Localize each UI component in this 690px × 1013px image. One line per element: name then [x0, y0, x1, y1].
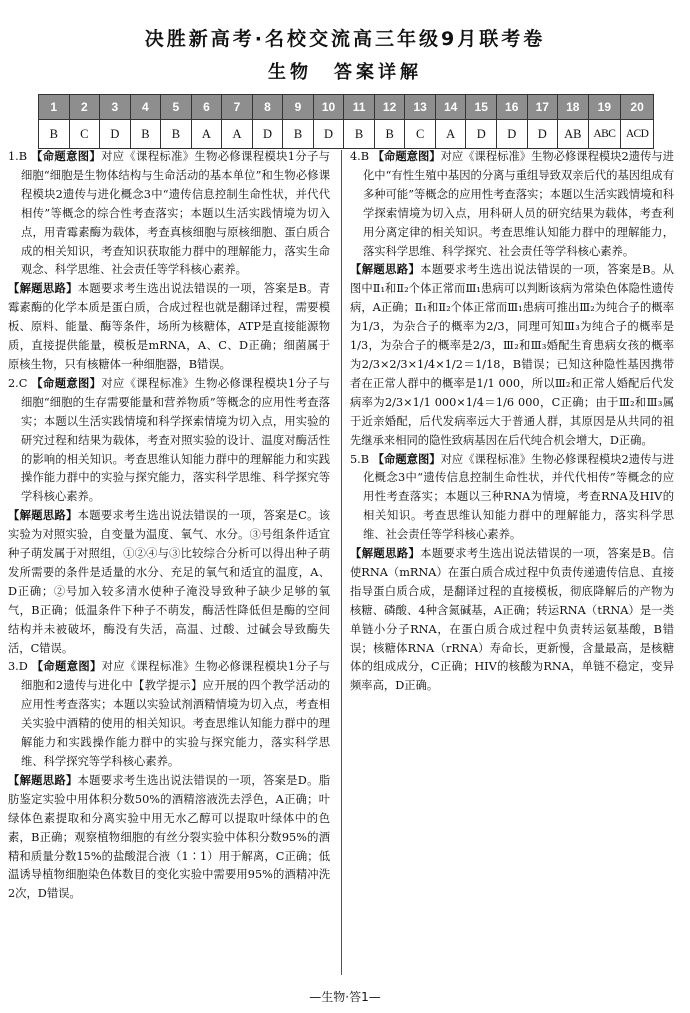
section-title: 生物 答案详解 — [268, 62, 422, 83]
question-number-cell: 4 — [130, 95, 161, 120]
question-number-cell: 2 — [69, 95, 100, 120]
question-number-cell: 19 — [588, 95, 621, 120]
answer-cell: B — [130, 120, 161, 149]
question-number-cell: 6 — [191, 95, 222, 120]
question-number-cell: 14 — [435, 95, 466, 120]
item-number: 3.D — [8, 660, 28, 674]
item-number: 1.B — [8, 150, 28, 163]
answer-cell: A — [191, 120, 222, 149]
answer-cell: D — [527, 120, 558, 149]
answer-cell: B — [283, 120, 314, 149]
question-number-cell: 12 — [374, 95, 405, 120]
intent-tag: 【命题意图】 — [31, 376, 102, 390]
intent-text: 对应《课程标准》生物必修课程模块1分子与细胞“细胞是生物体结构与生命活动的基本单位”和生物必修课程模块2遗传与进化概念3中“遗传信息控制生命性状，并代代相传”等概念的综合性考查落实；本题以生活实践情境为切入点，用青霉素酶为载体，考查真核细胞与原核细胞、蛋白质合成的相关知识，考查知识获取能力群中的理解能力，落实生命观念、科学思维、社会责任等学科核心素养。 — [21, 150, 330, 277]
question-number-cell: 3 — [100, 95, 131, 120]
answer-key-header-row — [39, 95, 654, 120]
solution-text: 本题要求考生选出说法错误的一项，答案是B。青霉素酶的化学本质是蛋白质，合成过程也就是翻译过程，需要模板、原料、能量、酶等条件，场所为核糖体，ATP是直接能源物质，直接提供能量，模板是mRNA，A、C、D正确；细菌属于原核生物，只有核糖体一种细胞器，B错误。 — [8, 282, 330, 371]
intent-tag: 【命题意图】 — [31, 660, 102, 674]
question-number-cell: 8 — [252, 95, 283, 120]
solution-tag: 【解题思路】 — [350, 547, 421, 561]
answer-cell: ACD — [621, 120, 654, 149]
explanation-item-3 — [8, 658, 330, 904]
intent-text: 对应《课程标准》生物必修课程模块2遗传与进化概念3中“遗传信息控制生命性状，并代代相传”等概念的应用性考查落实；本题以三种RNA为情境，考查RNA及HIV的相关知识。考查思维认知能力群中的理解能力，落实科学思维、社会责任等学科核心素养。 — [363, 452, 674, 542]
solution-text: 本题要求考生选出说法错误的一项，答案是C。该实验为对照实验，自变量为温度、氧气、水分。③号组条件适宜种子萌发属于对照组，①②④与③比较综合分析可以得出种子萌发所需要的条件是适量的水分、充足的氧气和适宜的温度，A、D正确；②号加入较多清水使种子淹没导致种子缺少足够的氧气，B正确；低温条件下种子不萌发，酶活性降低但是酶的空间结构并未被破坏，酶没有失活，高温、过酸、过碱会导致酶失活，C错误。 — [8, 509, 330, 655]
intent-text: 对应《课程标准》生物必修课程模块1分子与细胞“细胞的生存需要能量和营养物质”等概念的应用性考查落实；本题以生活实践情境和科学探索情境为切入点，用实验的研究过程和结果为载体，考查对照实验的设计、温度对酶活性的影响的相关知识。考查思维认知能力群中的理解能力和实践操作能力群中的实验与探究能力，落实科学思维、科学探究等学科核心素养。 — [21, 376, 330, 504]
item-number: 4.B — [350, 150, 370, 163]
answer-cell: D — [466, 120, 497, 149]
question-number-cell: 10 — [313, 95, 344, 120]
left-column — [8, 148, 330, 904]
answer-key-answer-row — [39, 120, 654, 149]
answer-cell: ABC — [588, 120, 621, 149]
question-number-cell: 18 — [558, 95, 589, 120]
question-number-cell: 20 — [621, 95, 654, 120]
question-number-cell: 5 — [161, 95, 192, 120]
solution-tag: 【解题思路】 — [8, 509, 78, 523]
solution-text: 本题要求考生选出说法错误的一项，答案是B。从图中Ⅱ₁和Ⅱ₂个体正常而Ⅲ₁患病可以判断该病为常染色体隐性遗传病，A正确；Ⅱ₁和Ⅱ₂个体正常而Ⅲ₁患病可推出Ⅲ₂为纯合子的概率为1/3，为杂合子的概率为2/3，同理可知Ⅲ₃为纯合子的概率是1/3，为杂合子的概率是2/3，Ⅲ₂和Ⅲ₃婚配生育患病女孩的概率为2/3×2/3×1/4×1/2＝1/18，B错误；已知这种隐性基因携带者在正常人群中的概率是1/1 000，所以Ⅲ₂和正常人婚配后代发病率为2/3×1/1 000×1/4＝1/6 000，C正确；由于Ⅲ₂和Ⅲ₃属于近亲婚配，后代发病率远大于普通人群，其原因是从共同的祖先继承来相同的隐性致病基因在后代纯合机会增大，D正确。 — [350, 263, 674, 447]
question-number-cell: 16 — [496, 95, 527, 120]
intent-tag: 【命题意图】 — [372, 452, 441, 466]
solution-tag: 【解题思路】 — [350, 263, 421, 277]
answer-cell: B — [374, 120, 405, 149]
answer-cell: B — [344, 120, 375, 149]
exam-title: 决胜新高考·名校交流高三年级9月联考卷 — [144, 28, 546, 50]
question-number-cell: 11 — [344, 95, 375, 120]
intent-tag: 【命题意图】 — [372, 150, 441, 163]
answer-cell: A — [222, 120, 253, 149]
question-number-cell: 9 — [283, 95, 314, 120]
intent-text: 对应《课程标准》生物必修课程模块2遗传与进化中“有性生殖中基因的分离与重组导致双亲后代的基因组成有多种可能”等概念的应用性考查落实；本题以生活实践情境和科学探索情境为切入点，用科研人员的研究结果为载体，考查利用分离定律的相关知识。考查思维认知能力群中的理解能力，落实科学思维、科学探究、社会责任等学科核心素养。 — [363, 150, 674, 258]
question-number-cell: 1 — [39, 95, 70, 120]
answer-cell: B — [161, 120, 192, 149]
intent-tag: 【命题意图】 — [31, 150, 102, 163]
answer-cell: D — [313, 120, 344, 149]
answer-cell: AB — [558, 120, 589, 149]
intent-text: 对应《课程标准》生物必修课程模块1分子与细胞和2遗传与进化中【教学提示】应开展的四个教学活动的应用性考查落实；本题以实验试剂酒精情境为切入点，考查相关实验中酒精的使用的相关知识。考查思维认知能力群中的理解能力和实践操作能力群中的实验与探究能力，落实科学思维、科学探究等学科核心素养。 — [21, 660, 330, 768]
question-number-cell: 7 — [222, 95, 253, 120]
explanation-item-1 — [8, 148, 330, 375]
answer-cell: D — [252, 120, 283, 149]
question-number-cell: 13 — [405, 95, 436, 120]
explanation-item-2 — [8, 375, 330, 659]
answer-cell: D — [496, 120, 527, 149]
solution-tag: 【解题思路】 — [8, 773, 78, 787]
explanation-item-4 — [350, 148, 674, 451]
right-column — [350, 148, 674, 696]
solution-text: 本题要求考生选出说法错误的一项，答案是D。脂肪鉴定实验中用体积分数50%的酒精溶液洗去浮色，A正确；叶绿体色素提取和分离实验中用无水乙醇可以提取叶绿体中的色素，B正确；观察植物细胞的有丝分裂实验中体积分数95%的酒精和质量分数15%的盐酸混合液（1∶1）用于解离，C正确；低温诱导植物细胞染色体数目的变化实验中需要用95%的酒精冲洗2次，D错误。 — [8, 773, 330, 901]
answer-cell: D — [100, 120, 131, 149]
answer-cell: A — [435, 120, 466, 149]
item-number: 2.C — [8, 376, 28, 390]
page-footer: —生物·答1— — [309, 990, 381, 1004]
item-number: 5.B — [350, 452, 370, 466]
column-divider — [341, 150, 342, 975]
answer-key-table — [38, 94, 654, 149]
question-number-cell: 15 — [466, 95, 497, 120]
solution-tag: 【解题思路】 — [8, 282, 78, 296]
answer-cell: C — [405, 120, 436, 149]
question-number-cell: 17 — [527, 95, 558, 120]
answer-cell: B — [39, 120, 70, 149]
solution-text: 本题要求考生选出说法错误的一项，答案是B。信使RNA（mRNA）在蛋白质合成过程中负责传递遗传信息、直接指导蛋白质合成，是翻译过程的直接模板，彻底降解后的产物为核糖、磷酸、4种含氮碱基，A正确；转运RNA（tRNA）是一类单链小分子RNA，在蛋白质合成过程中负责转运氨基酸，B错误；核糖体RNA（rRNA）寿命长，更新慢，含量最高，是核糖体的组成成分，C正确；HIV的核酸为RNA，单链不稳定，变异频率高，D正确。 — [350, 547, 674, 693]
explanation-item-5 — [350, 451, 674, 697]
answer-cell: C — [69, 120, 100, 149]
